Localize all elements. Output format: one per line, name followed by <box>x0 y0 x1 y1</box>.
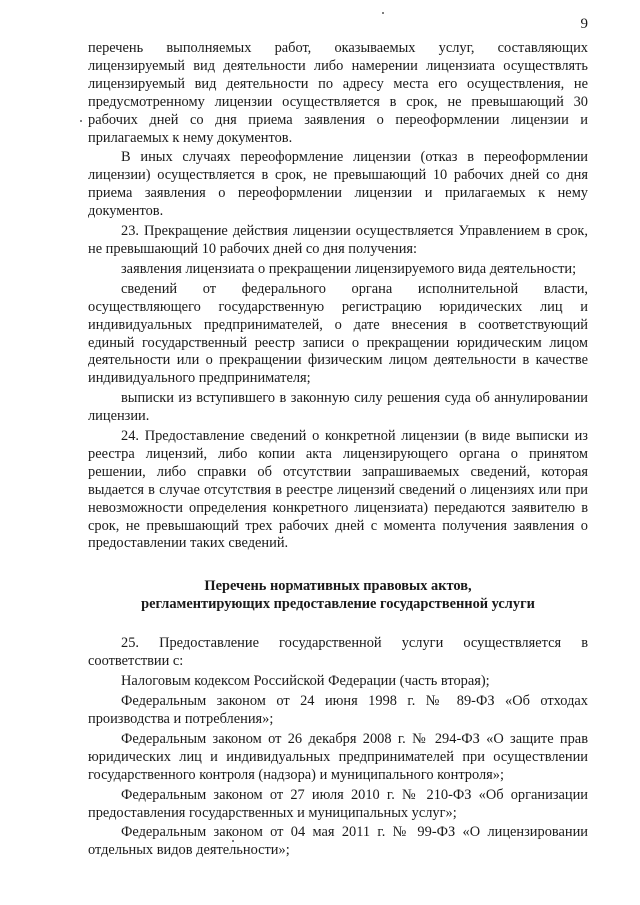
law-item-89fz: Федеральным законом от 24 июня 1998 г. № 89-ФЗ «Об отходах производства и потребления»; <box>88 693 588 727</box>
section-heading <box>88 577 588 613</box>
law-item-210fz: Федеральным законом от 27 июля 2010 г. № 210-ФЗ «Об организации предоставления государственных и муниципальных услуг»; <box>88 786 588 821</box>
scan-speck <box>232 840 234 842</box>
document-body <box>88 40 588 860</box>
law-item-294fz: Федеральным законом от 26 декабря 2008 г. № 294-ФЗ «О защите прав юридических лиц и индивидуальных предпринимателей при осуществлении государственного контроля (надзора) и муниципального контроля»; <box>88 730 588 783</box>
scan-speck <box>382 12 384 14</box>
scan-speck <box>80 120 82 122</box>
section-heading-line-2: регламентирующих предоставление государственной услуги <box>141 596 535 613</box>
paragraph-federal-info: сведений от федерального органа исполнительной власти, осуществляющего государственную регистрацию юридических лиц и индивидуальных предпринимателей, о дате внесения в соответствующий единый государственный реестр записи о прекращении юридическим лицом деятельности или о прекращении физическим лицом деятельности в качестве индивидуального предпринимателя; <box>88 280 588 387</box>
paragraph-license-list: перечень выполняемых работ, оказываемых услуг, составляющих лицензируемый вид деятельности либо намерении лицензиата осуществлять лицензируемый вид деятельности по адресу места его осуществления, не предусмотренному лицензии осуществляется в срок, не превышающий 30 рабочих дней со дня приема заявления о переоформлении лицензии и прилагаемых к нему документов. <box>88 40 588 146</box>
section-heading-line-1: Перечень нормативных правовых актов, <box>204 578 472 595</box>
paragraph-court-extract: выписки из вступившего в законную силу решения суда об аннулировании лицензии. <box>88 390 588 425</box>
paragraph-23: 23. Прекращение действия лицензии осуществляется Управлением в срок, не превышающий 10 рабочих дней со дня получения: <box>88 223 588 257</box>
page-number: 9 <box>580 16 588 32</box>
paragraph-other-cases: В иных случаях переоформление лицензии (отказ в переоформлении лицензии) осуществляется в срок, не превышающий 10 рабочих дней со дня приема заявления о переоформлении лицензии и прилагаемых к нему документов. <box>88 149 588 220</box>
law-item-99fz: Федеральным законом от 04 мая 2011 г. № 99-ФЗ «О лицензировании отдельных видов деятельности»; <box>88 824 588 859</box>
paragraph-25: 25. Предоставление государственной услуги осуществляется в соответствии с: <box>88 635 588 670</box>
paragraph-applicant-statement: заявления лицензиата о прекращении лицензируемого вида деятельности; <box>121 260 577 277</box>
paragraph-24: 24. Предоставление сведений о конкретной лицензии (в виде выписки из реестра лицензий, либо копии акта лицензирующего органа о принятом решении, либо справки об отсутствии запрашиваемых сведений, которая выдается в случае отсутствия в реестре лицензий сведений о лицензиях или при невозможности определения конкретного лицензиата) передаются заявителю в срок, не превышающий трех рабочих дней с момента получения заявления о предоставлении таких сведений. <box>88 428 588 552</box>
law-item-tax-code: Налоговым кодексом Российской Федерации (часть вторая); <box>121 673 490 690</box>
